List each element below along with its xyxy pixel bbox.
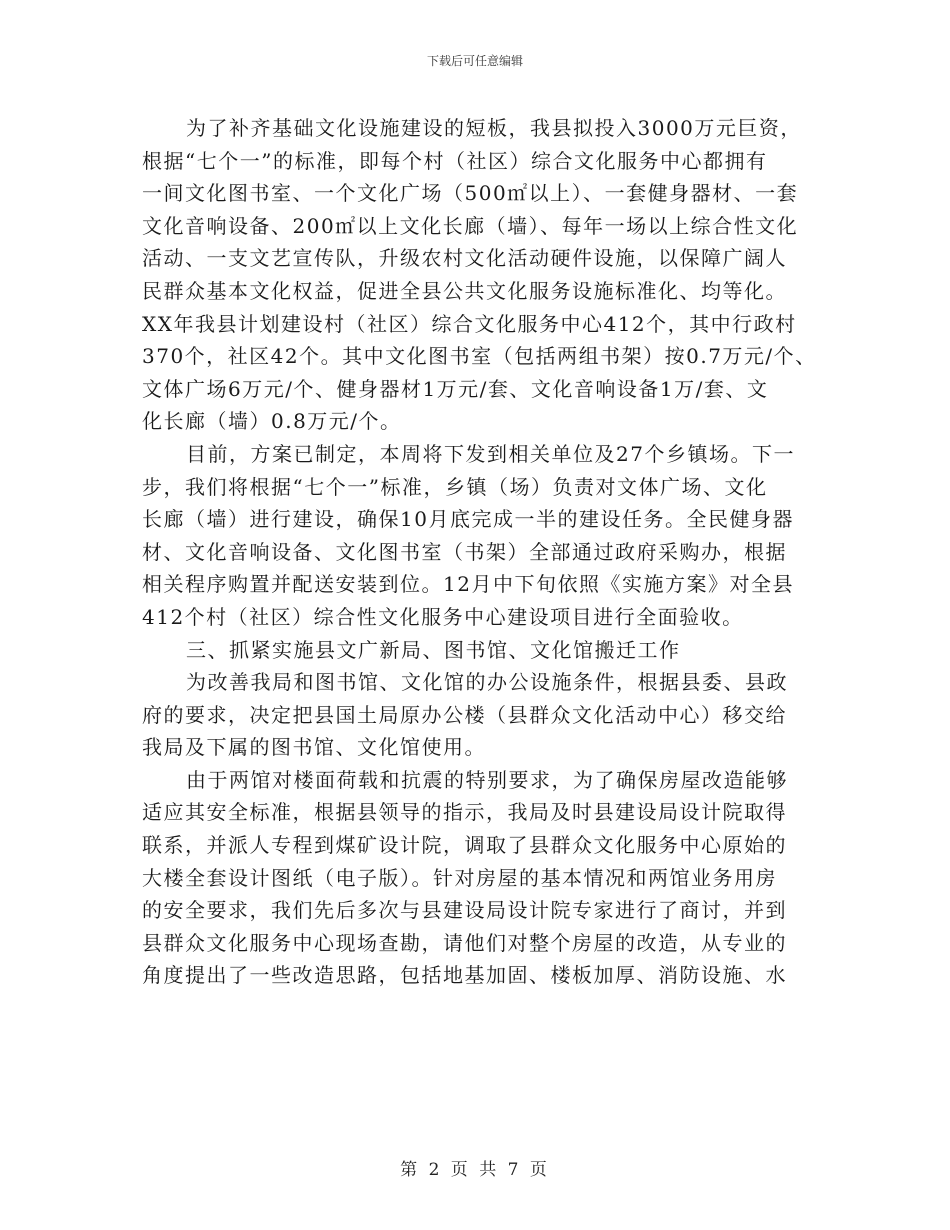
text-line: 由于两馆对楼面荷载和抗震的特别要求，为了确保房屋改造能够	[186, 767, 788, 792]
text-line: 文体广场6万元/个、健身器材1万元/套、文化音响设备1万/套、文	[142, 376, 769, 401]
text-line: 民群众基本文化权益，促进全县公共文化服务设施标准化、均等化。	[142, 278, 787, 303]
text-line: 角度提出了一些改造思路，包括地基加固、楼板加厚、消防设施、水	[142, 963, 787, 988]
text-line: 目前，方案已制定，本周将下发到相关单位及27个乡镇场。下一	[186, 441, 795, 466]
text-line: 府的要求，决定把县国土局原办公楼（县群众文化活动中心）移交给	[142, 702, 787, 727]
page-number-footer: 第 2 页 共 7 页	[400, 1160, 550, 1180]
text-line: 为改善我局和图书馆、文化馆的办公设施条件，根据县委、县政	[186, 670, 788, 695]
section-heading: 三、抓紧实施县文广新局、图书馆、文化馆搬迁工作	[186, 637, 681, 662]
text-line: 联系，并派人专程到煤矿设计院，调取了县群众文化服务中心原始的	[142, 833, 787, 858]
text-line: 412个村（社区）综合性文化服务中心建设项目进行全面验收。	[142, 604, 744, 629]
text-line: XX年我县计划建设村（社区）综合文化服务中心412个，其中行政村	[142, 311, 797, 336]
document-body	[142, 112, 822, 992]
text-line: 根据“七个一”的标准，即每个村（社区）综合文化服务中心都拥有	[142, 148, 768, 173]
text-line: 活动、一支文艺宣传队，升级农村文化活动硬件设施，以保障广阔人	[142, 246, 787, 271]
text-line: 县群众文化服务中心现场查勘，请他们对整个房屋的改造，从专业的	[142, 930, 787, 955]
text-line: 长廊（墙）进行建设，确保10月底完成一半的建设任务。全民健身器	[142, 507, 794, 532]
text-line: 文化音响设备、200㎡以上文化长廊（墙）、每年一场以上综合性文化	[142, 213, 799, 238]
text-line: 为了补齐基础文化设施建设的短板，我县拟投入3000万元巨资，	[186, 116, 802, 140]
text-line: 大楼全套设计图纸（电子版）。针对房屋的基本情况和两馆业务用房	[142, 865, 777, 890]
text-line: 适应其安全标准，根据县领导的指示，我局及时县建设局设计院取得	[142, 800, 787, 825]
text-line: 370个，社区42个。其中文化图书室（包括两组书架）按0.7万元/个、	[142, 344, 817, 369]
text-line: 步，我们将根据“七个一”标准，乡镇（场）负责对文体广场、文化	[142, 474, 768, 499]
text-line: 相关程序购置并配送安装到位。12月中下旬依照《实施方案》对全县	[142, 572, 794, 597]
text-line: 化长廊（墙）0.8万元/个。	[142, 409, 402, 434]
text-line: 我局及下属的图书馆、文化馆使用。	[142, 735, 486, 760]
page-header: 下载后可任意编辑	[426, 54, 523, 68]
text-line: 材、文化音响设备、文化图书室（书架）全部通过政府采购办，根据	[142, 539, 787, 564]
text-line: 的安全要求，我们先后多次与县建设局设计院专家进行了商讨，并到	[142, 898, 787, 923]
text-line: 一间文化图书室、一个文化广场（500㎡以上）、一套健身器材、一套	[142, 181, 799, 206]
